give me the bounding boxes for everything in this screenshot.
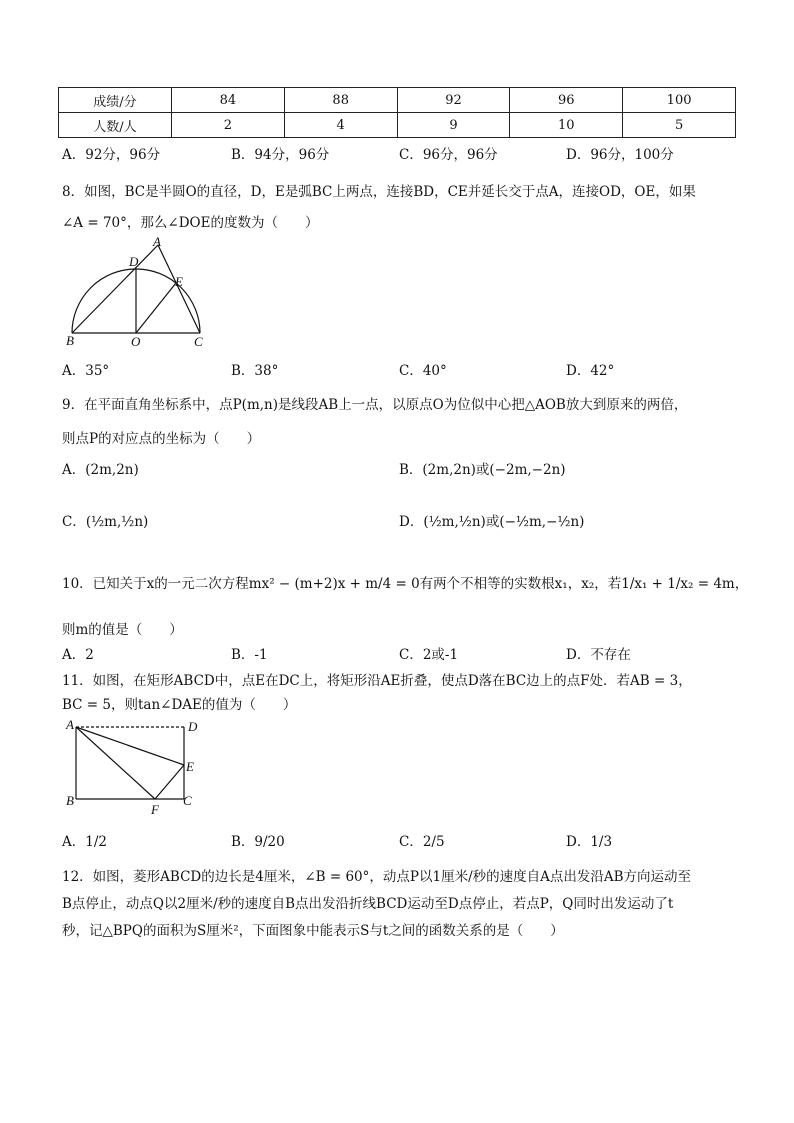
q11-stem-line1: 11．如图，在矩形ABCD中，点E在DC上，将矩形沿AE折叠，使点D落在BC边上的点F处．若AB = 3，	[62, 673, 692, 689]
table-cell: 成绩/分	[59, 88, 172, 113]
q8-stem-line2: ∠A = 70°，那么∠DOE的度数为（ ）	[62, 215, 319, 231]
table-cell: 人数/人	[59, 113, 172, 138]
table-cell: 100	[623, 88, 736, 113]
q12-stem-line2: B点停止，动点Q以2厘米/秒的速度自B点出发沿折线BCD运动至D点停止，若点P，Q同时出发运动了t	[62, 896, 674, 912]
point-label-e: E	[175, 274, 183, 289]
table-cell: 84	[172, 88, 285, 113]
q8-option-a: A．35°	[62, 363, 110, 379]
q10-stem-line2: 则m的值是（ ）	[62, 622, 183, 638]
q11-stem-line2: BC = 5，则tan∠DAE的值为（ ）	[62, 697, 297, 713]
q10-option-a: A．2	[62, 647, 94, 663]
table-cell: 92	[397, 88, 510, 113]
q9-stem-line1: 9．在平面直角坐标系中，点P(m,n)是线段AB上一点，以原点O为位似中心把△AOB放大到原来的两倍，	[62, 397, 688, 413]
table-cell: 96	[510, 88, 623, 113]
point-label-d: D	[129, 254, 139, 269]
point-label-a: A	[153, 235, 161, 249]
q7-option-a: A．92分，96分	[62, 147, 161, 163]
q10-option-b: B．-1	[231, 647, 268, 663]
q10-stem-line1: 10．已知关于x的一元二次方程mx² − (m+2)x + m/4 = 0有两个不相等的实数根x₁，x₂，若1/x₁ + 1/x₂ = 4m，	[62, 576, 749, 592]
q9-stem-line2: 则点P的对应点的坐标为（ ）	[62, 431, 261, 447]
rectangle-fold-figure	[62, 717, 212, 817]
q11-option-d: D．1/3	[566, 834, 613, 850]
q9-option-b: B．(2m,2n)或(−2m,−2n)	[399, 462, 566, 478]
q7-option-d: D．96分，100分	[566, 147, 674, 163]
point-label-o: O	[131, 334, 141, 349]
q10-option-d: D．不存在	[566, 647, 631, 663]
q10-option-c: C．2或-1	[399, 647, 459, 663]
point-label-b: B	[66, 333, 74, 348]
q9-option-a: A．(2m,2n)	[62, 462, 139, 478]
table-cell: 4	[284, 113, 397, 138]
q8-stem-line1: 8．如图，BC是半圆O的直径，D，E是弧BC上两点，连接BD，CE并延长交于点A，连接OD，OE，如果	[62, 184, 696, 200]
table-cell: 5	[623, 113, 736, 138]
q7-option-b: B．94分，96分	[231, 147, 330, 163]
score-table	[58, 87, 736, 138]
q9-option-c: C．(½m,½n)	[62, 514, 149, 530]
q11-option-b: B．9/20	[231, 834, 285, 850]
q9-option-d: D．(½m,½n)或(−½m,−½n)	[399, 514, 585, 530]
table-cell: 2	[172, 113, 285, 138]
table-row	[59, 88, 736, 113]
point-label-a: A	[66, 717, 74, 732]
point-label-c: C	[194, 334, 203, 349]
table-cell: 10	[510, 113, 623, 138]
q11-option-c: C．2/5	[399, 834, 445, 850]
q8-option-d: D．42°	[566, 363, 615, 379]
q8-option-c: C．40°	[399, 363, 447, 379]
q8-option-b: B．38°	[231, 363, 279, 379]
q12-stem-line1: 12．如图，菱形ABCD的边长是4厘米，∠B = 60°，动点P以1厘米/秒的速度自A点出发沿AB方向运动至	[62, 869, 692, 885]
point-label-f: F	[151, 802, 159, 817]
q7-option-c: C．96分，96分	[399, 147, 498, 163]
q11-option-a: A．1/2	[62, 834, 107, 850]
point-label-b: B	[66, 793, 74, 808]
semicircle-figure	[60, 235, 220, 350]
point-label-e: E	[186, 759, 194, 774]
table-cell: 88	[284, 88, 397, 113]
point-label-c: C	[183, 793, 192, 808]
point-label-d: D	[188, 719, 198, 734]
table-row	[59, 113, 736, 138]
q12-stem-line3: 秒，记△BPQ的面积为S厘米²，下面图象中能表示S与t之间的函数关系的是（ ）	[62, 923, 564, 939]
table-cell: 9	[397, 113, 510, 138]
